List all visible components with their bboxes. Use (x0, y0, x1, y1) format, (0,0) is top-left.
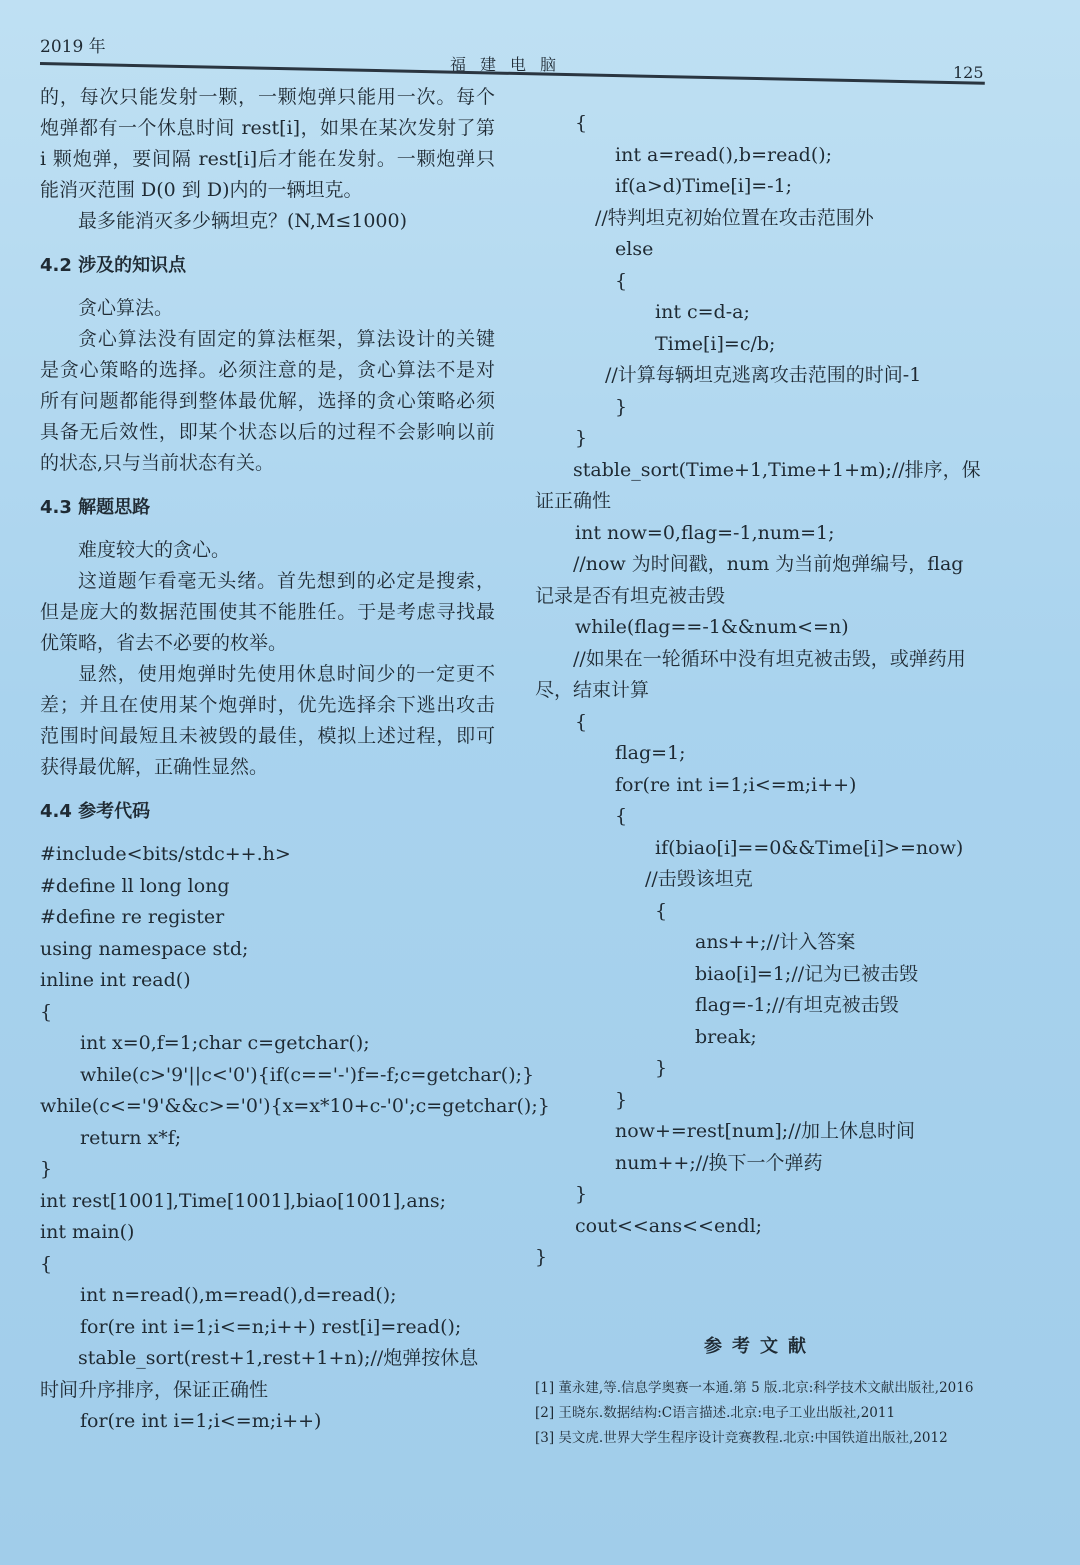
code-line: ans++;//计入答案 (695, 931, 856, 953)
code-comment: //now 为时间戳，num 为当前炮弹编号，flag 记录是否有坦克被击毁 (535, 553, 964, 607)
paragraph: 这道题乍看毫无头绪。首先想到的必定是搜索，但是庞大的数据范围使其不能胜任。于是考虑寻找最优策略，省去不必要的枚举。 (40, 570, 495, 654)
code-line: } (655, 1057, 668, 1079)
code-line: for(re int i=1;i<=m;i++) (615, 773, 857, 796)
code-line: if(biao[i]==0&&Time[i]>=now) (655, 836, 964, 859)
code-line: } (575, 1183, 588, 1205)
reference-item: [2] 王晓东.数据结构:C语言描述.北京:电子工业出版社,2011 (535, 1404, 896, 1421)
code-line: { (575, 112, 588, 134)
code-line: break; (695, 1025, 757, 1048)
code-line: { (615, 269, 628, 292)
left-column (40, 82, 550, 1438)
code-line: return x*f; (80, 1126, 182, 1149)
code-line: cout<<ans<<endl; (575, 1214, 763, 1237)
code-line: int c=d-a; (655, 301, 750, 323)
code-line: } (535, 1246, 548, 1268)
code-line: #define re register (40, 906, 225, 928)
code-line: if(a>d)Time[i]=-1; (615, 175, 793, 197)
code-line: biao[i]=1;//记为已被击毁 (695, 962, 919, 985)
code-comment: //计算每辆坦克逃离攻击范围的时间-1 (605, 364, 922, 386)
references-list (535, 1376, 985, 1451)
code-line: while(c<='9'&&c>='0'){x=x*10+c-'0';c=getchar();} (40, 1095, 550, 1117)
reference-item: [3] 吴文虎.世界大学生程序设计竞赛教程.北京:中国铁道出版社,2012 (535, 1429, 948, 1446)
code-line: { (575, 710, 588, 733)
problem-text: 的，每次只能发射一颗，一颗炮弹只能用一次。每个炮弹都有一个休息时间 rest[i]，如果在某次发射了第 i 颗炮弹，要间隔 rest[i]后才能在发射。一颗炮弹只能消灭范围 D(0 到 D)内的一辆坦克。 (40, 86, 495, 201)
code-block-left (40, 839, 550, 1438)
section-heading-4-4: 4.4 参考代码 (40, 801, 151, 822)
code-comment: //击毁该坦克 (645, 868, 753, 890)
paragraph: 贪心算法没有固定的算法框架，算法设计的关键是贪心策略的选择。必须注意的是，贪心算法不是对所有问题都能得到整体最优解，选择的贪心策略必须具备无后效性，即某个状态以后的过程不会影响以前的状态,只与当前状态有关。 (40, 328, 495, 474)
code-line: else (615, 238, 654, 260)
references-title: 参考文献 (704, 1335, 816, 1357)
code-line: for(re int i=1;i<=n;i++) rest[i]=read(); (80, 1315, 462, 1338)
journal-name: 福建电脑 (450, 55, 571, 74)
code-line: for(re int i=1;i<=m;i++) (80, 1410, 322, 1432)
code-line: while(flag==-1&&num<=n) (575, 616, 849, 638)
code-line: inline int read() (40, 969, 191, 991)
code-line: #include<bits/stdc++.h> (40, 843, 291, 865)
code-line: { (40, 1000, 53, 1023)
section-heading-4-3: 4.3 解题思路 (40, 497, 151, 518)
code-line: int main() (40, 1221, 135, 1243)
code-line: int rest[1001],Time[1001],biao[1001],ans; (40, 1189, 447, 1212)
code-line: } (615, 395, 628, 418)
header-year: 2019 年 (40, 37, 106, 57)
code-line: stable_sort(Time+1,Time+1+m);//排序，保证正确性 (535, 458, 981, 512)
code-comment: //如果在一轮循环中没有坦克被击毁，或弹药用尽，结束计算 (535, 647, 966, 701)
code-line: } (575, 427, 588, 449)
code-line: Time[i]=c/b; (655, 332, 776, 355)
code-line: using namespace std; (40, 937, 249, 960)
page-number: 125 (953, 63, 984, 82)
problem-question: 最多能消灭多少辆坦克？(N,M≤1000) (78, 210, 408, 232)
code-line: { (615, 805, 628, 827)
code-line: int x=0,f=1;char c=getchar(); (80, 1032, 370, 1054)
code-line: int n=read(),m=read(),d=read(); (80, 1284, 397, 1306)
section-heading-4-2: 4.2 涉及的知识点 (40, 255, 187, 276)
code-line: int a=read(),b=read(); (615, 143, 833, 166)
paragraph: 显然，使用炮弹时先使用休息时间少的一定更不差；并且在使用某个炮弹时，优先选择余下逃出攻击范围时间最短且未被毁的最佳，模拟上述过程，即可获得最优解，正确性显然。 (40, 663, 495, 778)
code-line: { (655, 899, 668, 922)
paragraph: 难度较大的贪心。 (78, 539, 231, 561)
right-column (535, 108, 985, 1451)
code-line: now+=rest[num];//加上休息时间 (615, 1120, 916, 1142)
code-line: { (40, 1252, 53, 1275)
code-line: int now=0,flag=-1,num=1; (575, 521, 835, 544)
code-line: num++;//换下一个弹药 (615, 1151, 823, 1174)
code-line: flag=-1;//有坦克被击毁 (695, 994, 899, 1016)
code-comment: //特判坦克初始位置在攻击范围外 (595, 206, 874, 229)
code-block-right (535, 108, 985, 1274)
paragraph: 贪心算法。 (78, 297, 174, 319)
code-line: flag=1; (615, 742, 686, 764)
code-line: } (40, 1158, 53, 1180)
reference-item: [1] 董永建,等.信息学奥赛一本通.第 5 版.北京:科学技术文献出版社,2016 (535, 1379, 974, 1396)
code-line: while(c>'9'||c<'0'){if(c=='-')f=-f;c=getchar();} (80, 1063, 535, 1086)
code-line: } (615, 1088, 628, 1111)
code-line: #define ll long long (40, 874, 230, 897)
code-line: stable_sort(rest+1,rest+1+n);//炮弹按休息时间升序排序，保证正确性 (40, 1347, 479, 1401)
